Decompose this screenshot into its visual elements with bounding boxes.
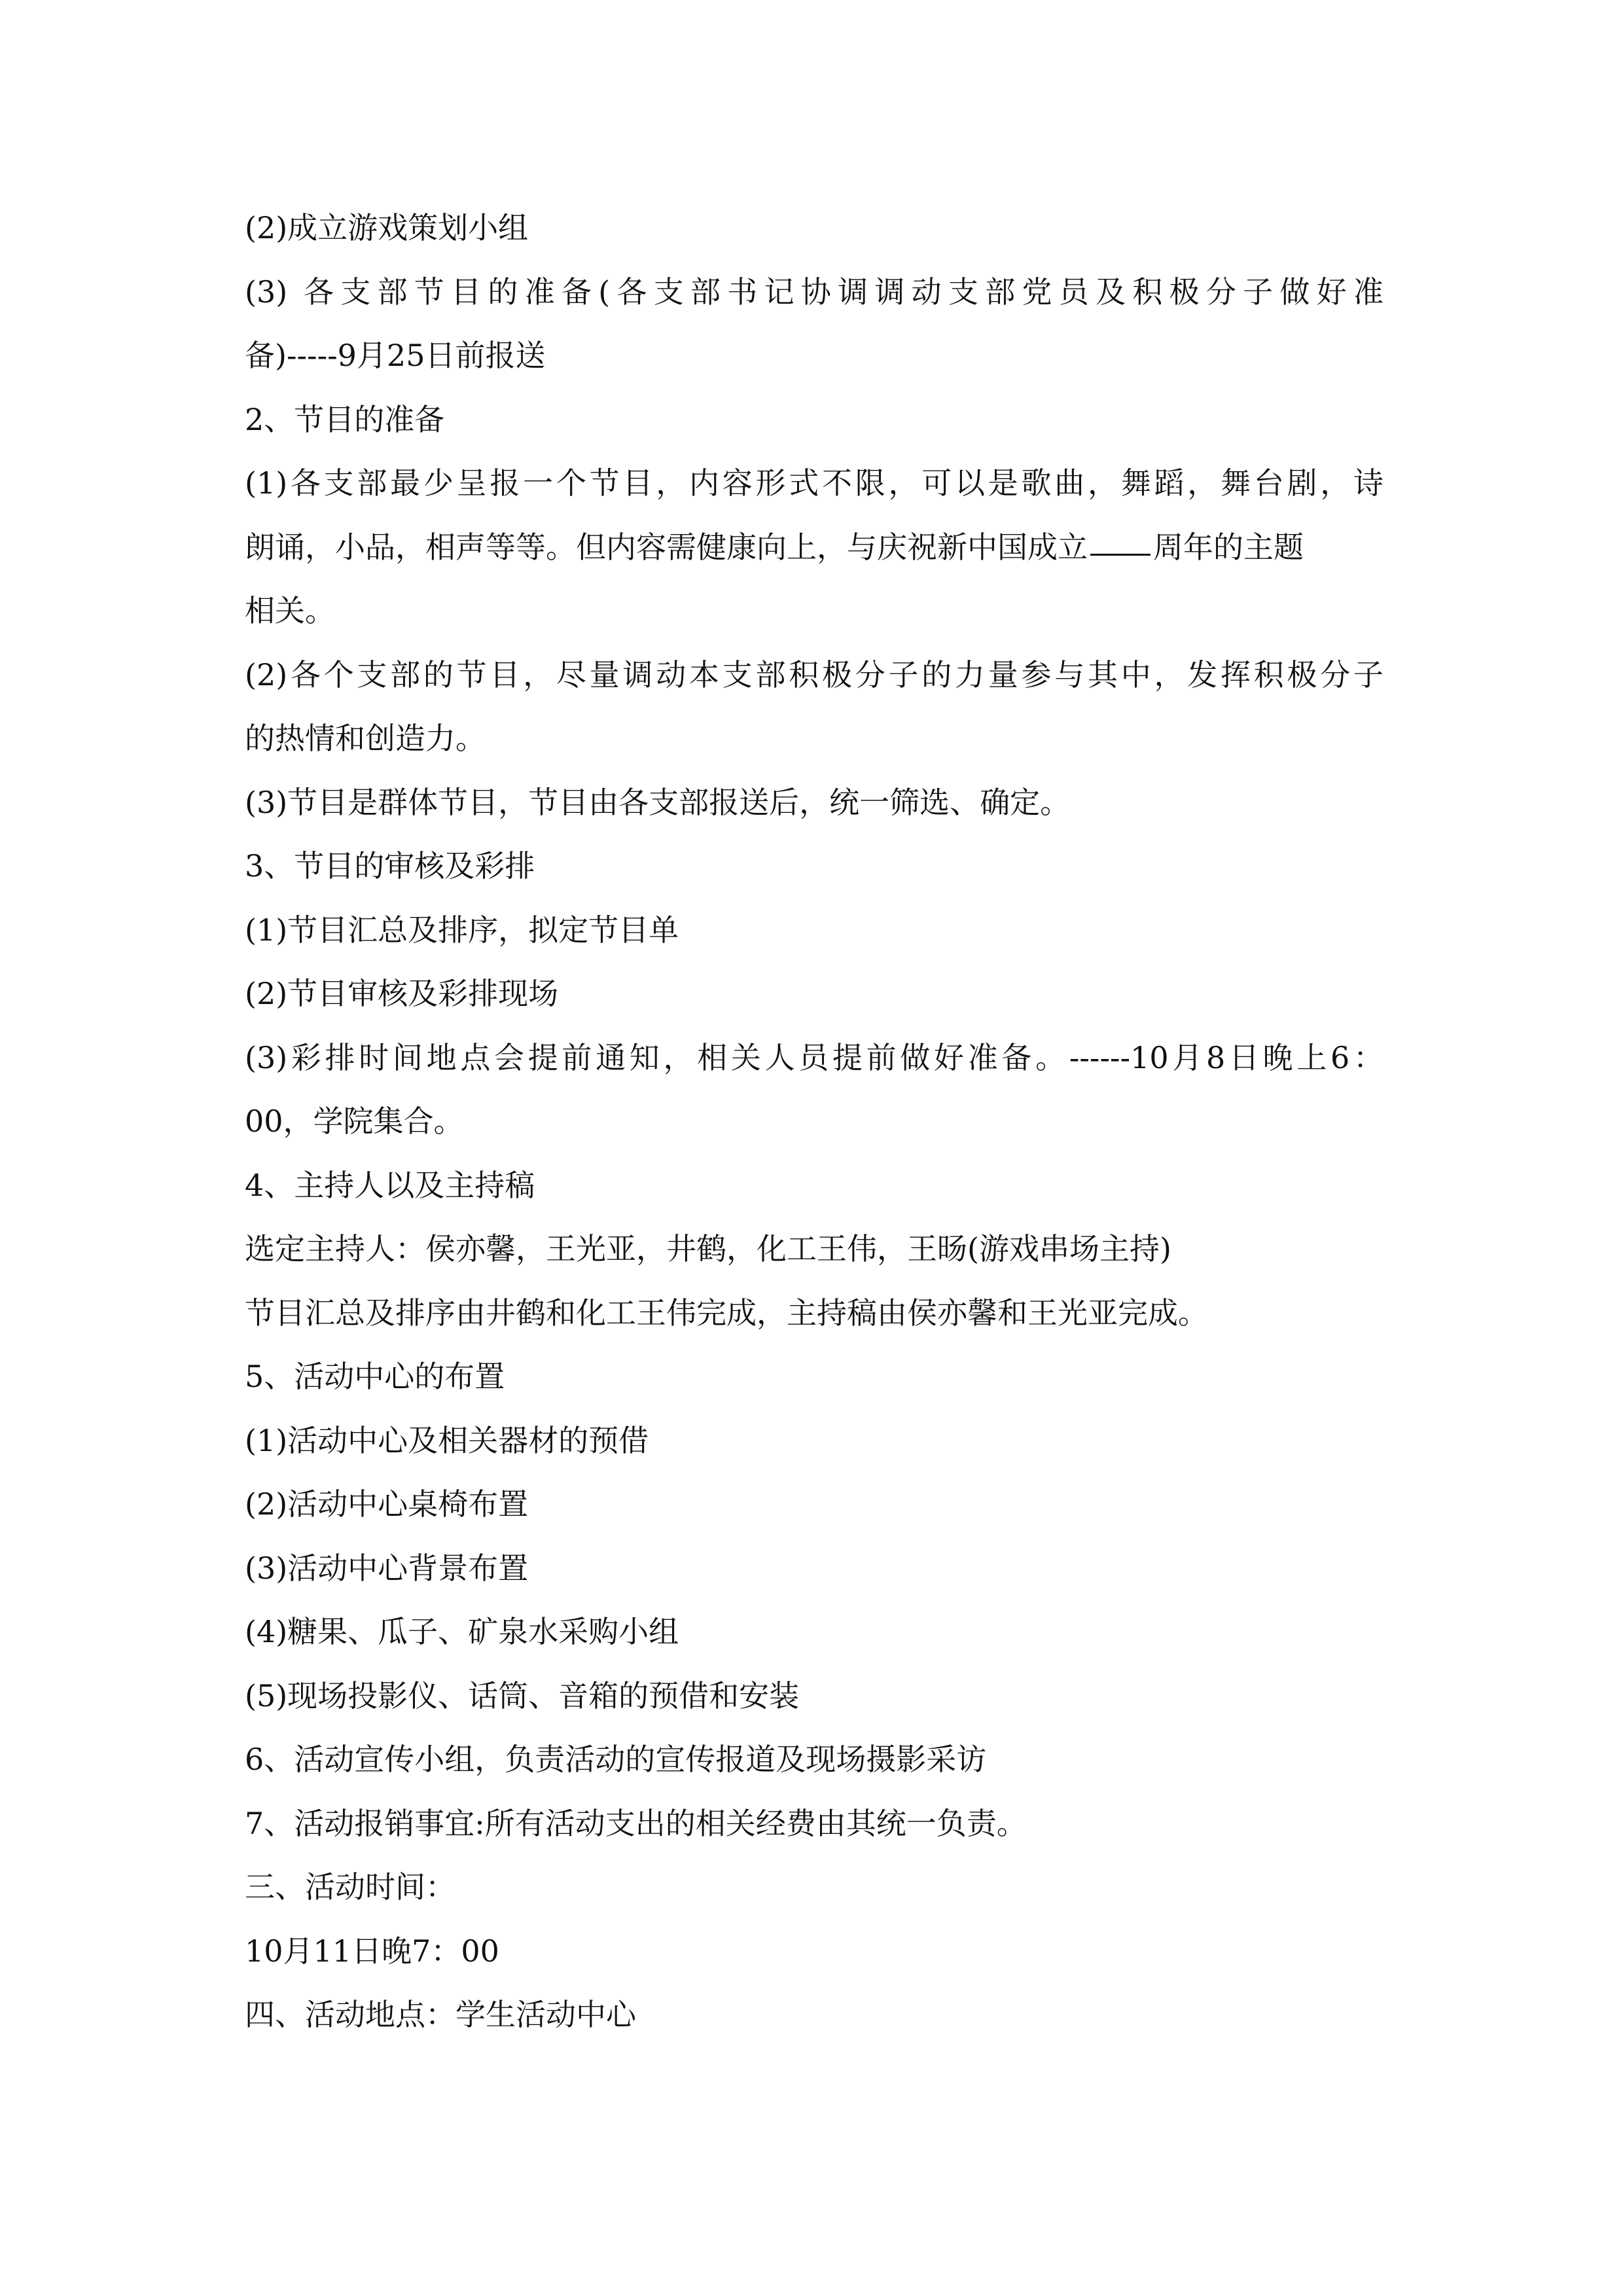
text-line: 相关。 [245,593,335,628]
section-heading: 5、活动中心的布置 [245,1359,505,1394]
text-line: (2)节目审核及彩排现场 [245,976,559,1011]
text-line: (3)活动中心背景布置 [245,1550,529,1586]
text-line: 节目汇总及排序由井鹤和化工王伟完成，主持稿由侯亦馨和王光亚完成。 [245,1295,1208,1331]
document-body [245,196,1383,2047]
text-after-blank: 周年的主题 [1153,529,1304,565]
text-line: (2)成立游戏策划小组 [245,210,529,245]
section-heading: 三、活动时间： [245,1869,455,1905]
text-line: (1)节目汇总及排序，拟定节目单 [245,912,679,948]
text-line: (3)彩排时间地点会提前通知，相关人员提前做好准备。------10月8日晚上6： [245,1039,1383,1075]
text-line: (3)节目是群体节目，节目由各支部报送后，统一筛选、确定。 [245,784,1071,820]
text-line: 10月11日晚7：00 [245,1933,499,1969]
text-before-blank: 朗诵，小品，相声等等。但内容需健康向上，与庆祝新中国成立 [245,529,1088,565]
text-line: (5)现场投影仪、话筒、音箱的预借和安装 [245,1677,800,1713]
text-line: 的热情和创造力。 [245,721,486,756]
section-heading: 7、活动报销事宜:所有活动支出的相关经费由其统一负责。 [245,1805,1027,1841]
section-heading: 6、活动宣传小组，负责活动的宣传报道及现场摄影采访 [245,1742,987,1777]
section-heading: 4、主持人以及主持稿 [245,1167,535,1203]
section-heading: 2、节目的准备 [245,401,445,437]
text-line-with-blank [245,516,1383,580]
section-heading: 3、节目的审核及彩排 [245,848,535,884]
text-line: 选定主持人：侯亦馨，王光亚，井鹤，化工王伟，王旸(游戏串场主持) [245,1231,1171,1266]
text-line: 00，学院集合。 [245,1103,464,1139]
text-line: (1)活动中心及相关器材的预借 [245,1422,649,1458]
text-line: (2)活动中心桌椅布置 [245,1486,529,1522]
section-heading: 四、活动地点：学生活动中心 [245,1997,636,2032]
text-line: 备)-----9月25日前报送 [245,338,546,373]
fill-in-blank [1090,553,1150,556]
text-line: (1)各支部最少呈报一个节目，内容形式不限，可以是歌曲，舞蹈，舞台剧，诗 [245,465,1383,501]
text-line: (2)各个支部的节目，尽量调动本支部积极分子的力量参与其中，发挥积极分子 [245,656,1383,692]
text-line: (4)糖果、瓜子、矿泉水采购小组 [245,1614,679,1649]
text-line: (3) 各支部节目的准备(各支部书记协调调动支部党员及积极分子做好准 [245,274,1383,310]
